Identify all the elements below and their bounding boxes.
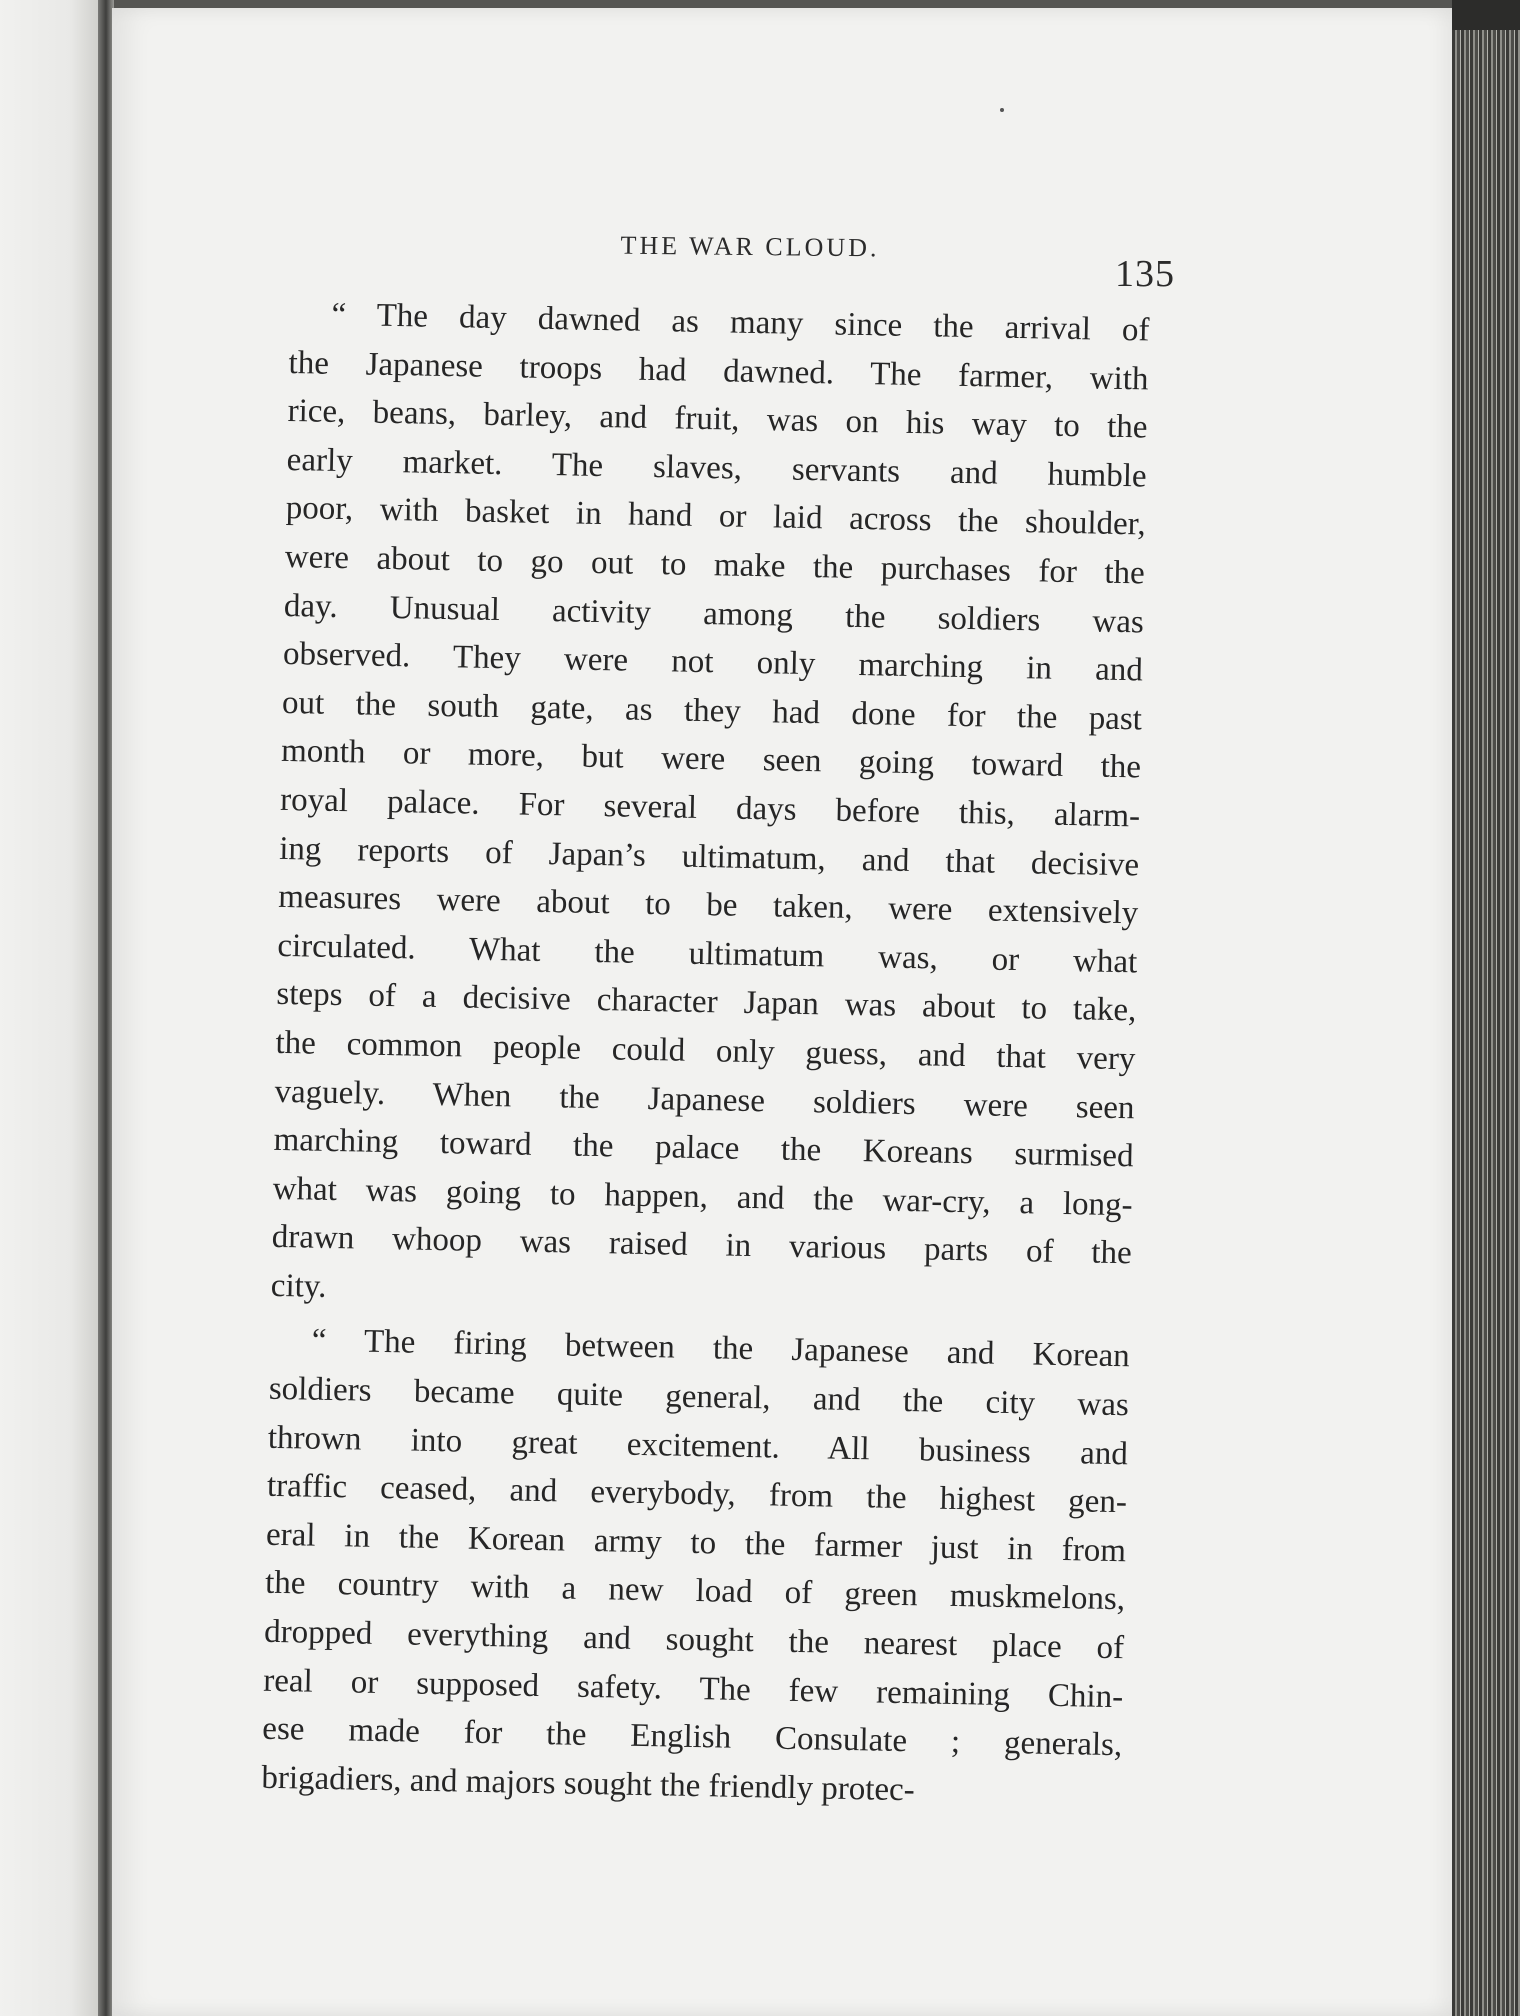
page-edges-stack (1452, 30, 1520, 2016)
text-line: marching toward the palace the Koreans surmised (273, 1121, 1134, 1175)
text-line: drawn whoop was raised in various parts of the (271, 1219, 1133, 1272)
text-line: eral in the Korean army to the farmer just in from (265, 1516, 1127, 1570)
text-line: thrown into great excitement. All business and (267, 1419, 1129, 1472)
text-line: out the south gate, as they had done for the past (281, 684, 1143, 738)
text-line: poor, with basket in hand or laid across the shoulder, (285, 490, 1146, 543)
text-line: city. (270, 1267, 327, 1305)
text-line: “ The day dawned as many since the arrival of (331, 296, 1150, 349)
text-line: “ The firing between the Japanese and Korean (311, 1323, 1131, 1375)
binding-corner (1452, 0, 1520, 30)
text-line: real or supposed safety. The few remaining Chin- (262, 1662, 1124, 1715)
text-line: ing reports of Japan’s ultimatum, and that decisive (278, 830, 1140, 883)
text-line: ese made for the English Consulate ; generals, (262, 1710, 1123, 1764)
text-line: month or more, but were seen going toward the (280, 733, 1142, 786)
text-line: the common people could only guess, and that very (275, 1024, 1136, 1078)
body-text (261, 290, 1150, 1819)
text-line: what was going to happen, and the war-cry, a long- (272, 1170, 1133, 1224)
text-line: were about to go out to make the purchases for the (284, 538, 1146, 592)
text-line: rice, beans, barley, and fruit, was on his way to the (287, 393, 1148, 446)
facing-page-edge (0, 0, 100, 2016)
text-line: steps of a decisive character Japan was about to take, (276, 976, 1137, 1029)
page-number: 135 (1115, 253, 1175, 295)
paragraph (270, 290, 1149, 1327)
text-line: observed. They were not only marching in and (282, 636, 1144, 689)
text-line: brigadiers, and majors sought the friendly protec- (261, 1759, 916, 1809)
text-line: early market. The slaves, servants and humble (286, 441, 1147, 495)
text-line: dropped everything and sought the nearest place of (263, 1613, 1125, 1667)
running-head: THE WAR CLOUD. (620, 230, 880, 263)
text-line: the country with a new load of green muskmelons, (264, 1565, 1126, 1618)
text-line: measures were about to be taken, were extensively (277, 879, 1139, 932)
text-line: day. Unusual activity among the soldiers was (283, 587, 1145, 641)
text-line: vaguely. When the Japanese soldiers were seen (274, 1073, 1135, 1126)
text-line: the Japanese troops had dawned. The farmer, with (288, 344, 1149, 398)
ink-speck (1000, 108, 1004, 112)
text-line: circulated. What the ultimatum was, or what (277, 927, 1138, 981)
text-line: royal palace. For several days before this, alarm- (279, 781, 1141, 835)
text-line: traffic ceased, and everybody, from the highest gen- (266, 1468, 1128, 1521)
text-line: soldiers became quite general, and the city was (268, 1370, 1130, 1424)
paragraph (261, 1316, 1130, 1818)
